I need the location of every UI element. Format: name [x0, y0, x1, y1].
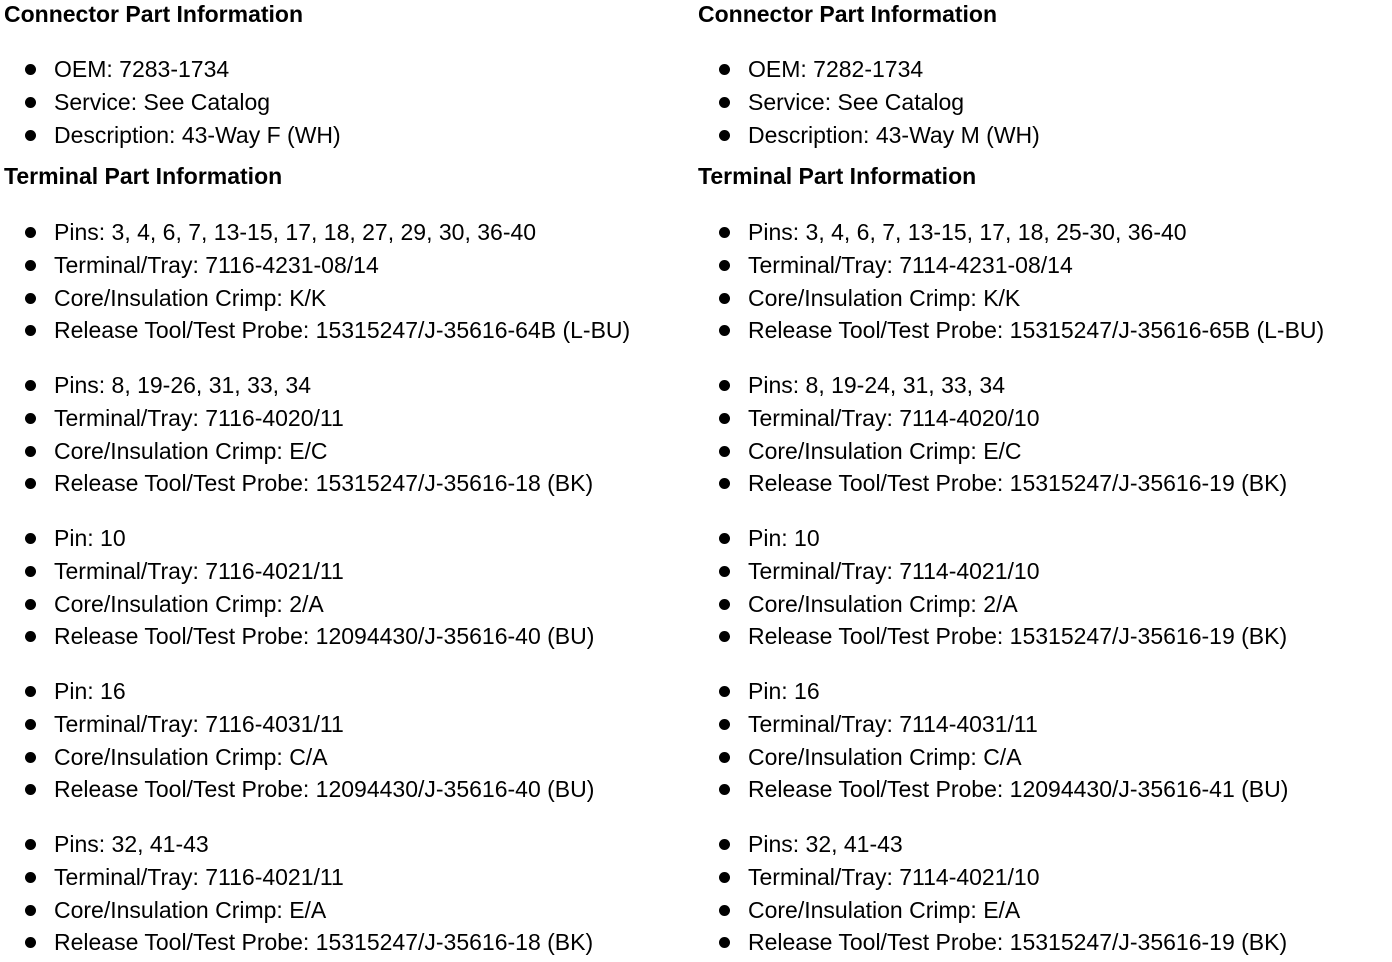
list-item: [698, 828, 1287, 861]
bullet-icon: [25, 533, 36, 544]
bullet-icon: [25, 413, 36, 424]
list-item-text: Pins: 32, 41-43: [54, 831, 209, 857]
list-item-text: Terminal/Tray: 7116-4231-08/14: [54, 251, 379, 278]
bullet-icon: [25, 130, 36, 141]
terminal-group: [4, 216, 630, 347]
bullet-icon: [719, 719, 730, 730]
terminal-group: [698, 522, 1287, 653]
bullet-icon: [719, 872, 730, 883]
list-item: [698, 249, 1324, 282]
list-item-text: Core/Insulation Crimp: E/C: [54, 437, 328, 464]
list-item-text: Release Tool/Test Probe: 15315247/J-35616-19 (BK): [748, 929, 1288, 956]
terminal-heading: Terminal Part Information: [4, 163, 283, 189]
list-item-text: Core/Insulation Crimp: K/K: [54, 284, 327, 311]
bullet-icon: [25, 905, 36, 916]
list-item-text: Core/Insulation Crimp: 2/A: [748, 590, 1018, 617]
bullet-icon: [25, 293, 36, 304]
terminal-group: [698, 216, 1324, 347]
list-item: [698, 675, 1288, 708]
bullet-icon: [25, 631, 36, 642]
bullet-icon: [25, 446, 36, 457]
bullet-icon: [25, 599, 36, 610]
list-item: [4, 894, 593, 927]
bullet-icon: [25, 752, 36, 763]
bullet-icon: [719, 839, 730, 850]
connector-list: [698, 53, 1040, 151]
list-item: [698, 588, 1287, 621]
bullet-icon: [719, 566, 730, 577]
terminal-group: [698, 828, 1287, 959]
list-item: [4, 861, 593, 894]
list-item-text: Terminal/Tray: 7114-4021/10: [748, 863, 1040, 890]
list-item: [4, 53, 341, 86]
bullet-icon: [25, 566, 36, 577]
list-item: [4, 828, 593, 861]
list-item: [698, 555, 1287, 588]
list-item-text: Terminal/Tray: 7116-4021/11: [54, 557, 344, 584]
list-item: [4, 522, 594, 555]
list-item-text: OEM: 7283-1734: [54, 56, 230, 82]
terminal-group: [4, 369, 593, 500]
list-item-text: Terminal/Tray: 7116-4021/11: [54, 863, 344, 890]
terminal-group: [4, 675, 594, 806]
bullet-icon: [719, 599, 730, 610]
list-item: [4, 555, 594, 588]
list-item-text: Pin: 10: [54, 525, 126, 551]
list-item: [698, 402, 1287, 435]
bullet-icon: [25, 260, 36, 271]
list-item: [4, 708, 594, 741]
list-item-text: Pin: 16: [54, 678, 126, 704]
list-item-text: Service: See Catalog: [54, 88, 271, 115]
connector-heading: Connector Part Information: [4, 1, 304, 27]
list-item-text: Terminal/Tray: 7114-4021/10: [748, 557, 1040, 584]
list-item-text: Service: See Catalog: [748, 88, 965, 115]
terminal-group: [4, 522, 594, 653]
bullet-icon: [719, 325, 730, 336]
list-item: [698, 314, 1324, 347]
list-item-text: Core/Insulation Crimp: 2/A: [54, 590, 324, 617]
list-item-text: Pin: 10: [748, 525, 820, 551]
list-item-text: Description: 43-Way M (WH): [748, 121, 1040, 148]
list-item-text: Core/Insulation Crimp: E/A: [54, 896, 327, 923]
bullet-icon: [25, 784, 36, 795]
list-item: [4, 282, 630, 315]
list-item-text: Release Tool/Test Probe: 15315247/J-35616-19 (BK): [748, 623, 1288, 650]
list-item: [698, 53, 1040, 86]
list-item: [698, 861, 1287, 894]
terminal-group: [4, 828, 593, 959]
bullet-icon: [25, 97, 36, 108]
bullet-icon: [25, 380, 36, 391]
bullet-icon: [25, 872, 36, 883]
bullet-icon: [25, 478, 36, 489]
bullet-icon: [719, 260, 730, 271]
list-item: [698, 369, 1287, 402]
list-item: [698, 894, 1287, 927]
list-item-text: Release Tool/Test Probe: 15315247/J-35616-19 (BK): [748, 470, 1288, 497]
list-item-text: Core/Insulation Crimp: C/A: [748, 743, 1022, 770]
bullet-icon: [719, 533, 730, 544]
list-item-text: Release Tool/Test Probe: 15315247/J-35616-18 (BK): [54, 470, 594, 497]
bullet-icon: [25, 325, 36, 336]
list-item-text: Core/Insulation Crimp: C/A: [54, 743, 328, 770]
list-item: [4, 467, 593, 500]
list-item: [698, 741, 1288, 774]
list-item-text: Pins: 3, 4, 6, 7, 13-15, 17, 18, 27, 29, 30, 36-40: [54, 219, 537, 245]
bullet-icon: [719, 937, 730, 948]
bullet-icon: [719, 905, 730, 916]
list-item: [4, 119, 341, 152]
bullet-icon: [25, 227, 36, 238]
list-item: [698, 467, 1287, 500]
list-item: [4, 741, 594, 774]
bullet-icon: [719, 478, 730, 489]
list-item-text: Release Tool/Test Probe: 12094430/J-35616-41 (BU): [748, 776, 1289, 803]
list-item-text: Pins: 32, 41-43: [748, 831, 903, 857]
terminal-group: [698, 369, 1287, 500]
bullet-icon: [719, 631, 730, 642]
terminal-heading: Terminal Part Information: [698, 163, 977, 189]
list-item-text: Description: 43-Way F (WH): [54, 121, 341, 148]
list-item-text: Core/Insulation Crimp: E/C: [748, 437, 1022, 464]
list-item: [4, 249, 630, 282]
list-item: [4, 314, 630, 347]
bullet-icon: [25, 686, 36, 697]
list-item: [698, 86, 1040, 119]
list-item: [4, 86, 341, 119]
list-item: [4, 926, 593, 959]
list-item: [698, 435, 1287, 468]
bullet-icon: [719, 446, 730, 457]
bullet-icon: [719, 380, 730, 391]
bullet-icon: [719, 752, 730, 763]
list-item-text: Release Tool/Test Probe: 15315247/J-35616-65B (L-BU): [748, 317, 1325, 344]
list-item-text: Terminal/Tray: 7114-4031/11: [748, 710, 1038, 737]
list-item: [698, 282, 1324, 315]
list-item-text: OEM: 7282-1734: [748, 56, 924, 82]
list-item-text: Pins: 8, 19-24, 31, 33, 34: [748, 372, 1006, 398]
list-item-text: Release Tool/Test Probe: 12094430/J-35616-40 (BU): [54, 776, 595, 803]
list-item: [698, 620, 1287, 653]
list-item: [698, 119, 1040, 152]
list-item: [4, 675, 594, 708]
list-item: [4, 588, 594, 621]
list-item: [698, 708, 1288, 741]
bullet-icon: [719, 227, 730, 238]
list-item: [698, 522, 1287, 555]
bullet-icon: [719, 686, 730, 697]
list-item: [4, 216, 630, 249]
connector-heading: Connector Part Information: [698, 1, 998, 27]
bullet-icon: [719, 64, 730, 75]
bullet-icon: [719, 413, 730, 424]
list-item-text: Core/Insulation Crimp: K/K: [748, 284, 1021, 311]
connector-list: [4, 53, 341, 151]
list-item: [698, 773, 1288, 806]
list-item-text: Pins: 3, 4, 6, 7, 13-15, 17, 18, 25-30, 36-40: [748, 219, 1187, 245]
bullet-icon: [25, 64, 36, 75]
list-item-text: Terminal/Tray: 7114-4020/10: [748, 404, 1040, 431]
list-item: [4, 369, 593, 402]
list-item-text: Core/Insulation Crimp: E/A: [748, 896, 1021, 923]
list-item: [698, 216, 1324, 249]
list-item-text: Release Tool/Test Probe: 15315247/J-35616-64B (L-BU): [54, 317, 631, 344]
list-item-text: Pins: 8, 19-26, 31, 33, 34: [54, 372, 312, 398]
list-item-text: Pin: 16: [748, 678, 820, 704]
list-item-text: Terminal/Tray: 7114-4231-08/14: [748, 251, 1073, 278]
bullet-icon: [719, 293, 730, 304]
terminal-group: [698, 675, 1288, 806]
list-item: [4, 402, 593, 435]
list-item-text: Terminal/Tray: 7116-4020/11: [54, 404, 344, 431]
list-item: [4, 620, 594, 653]
bullet-icon: [719, 97, 730, 108]
list-item-text: Terminal/Tray: 7116-4031/11: [54, 710, 344, 737]
list-item: [4, 773, 594, 806]
list-item: [4, 435, 593, 468]
list-item: [698, 926, 1287, 959]
bullet-icon: [719, 130, 730, 141]
bullet-icon: [25, 719, 36, 730]
bullet-icon: [719, 784, 730, 795]
list-item-text: Release Tool/Test Probe: 15315247/J-35616-18 (BK): [54, 929, 594, 956]
bullet-icon: [25, 937, 36, 948]
bullet-icon: [25, 839, 36, 850]
list-item-text: Release Tool/Test Probe: 12094430/J-35616-40 (BU): [54, 623, 595, 650]
